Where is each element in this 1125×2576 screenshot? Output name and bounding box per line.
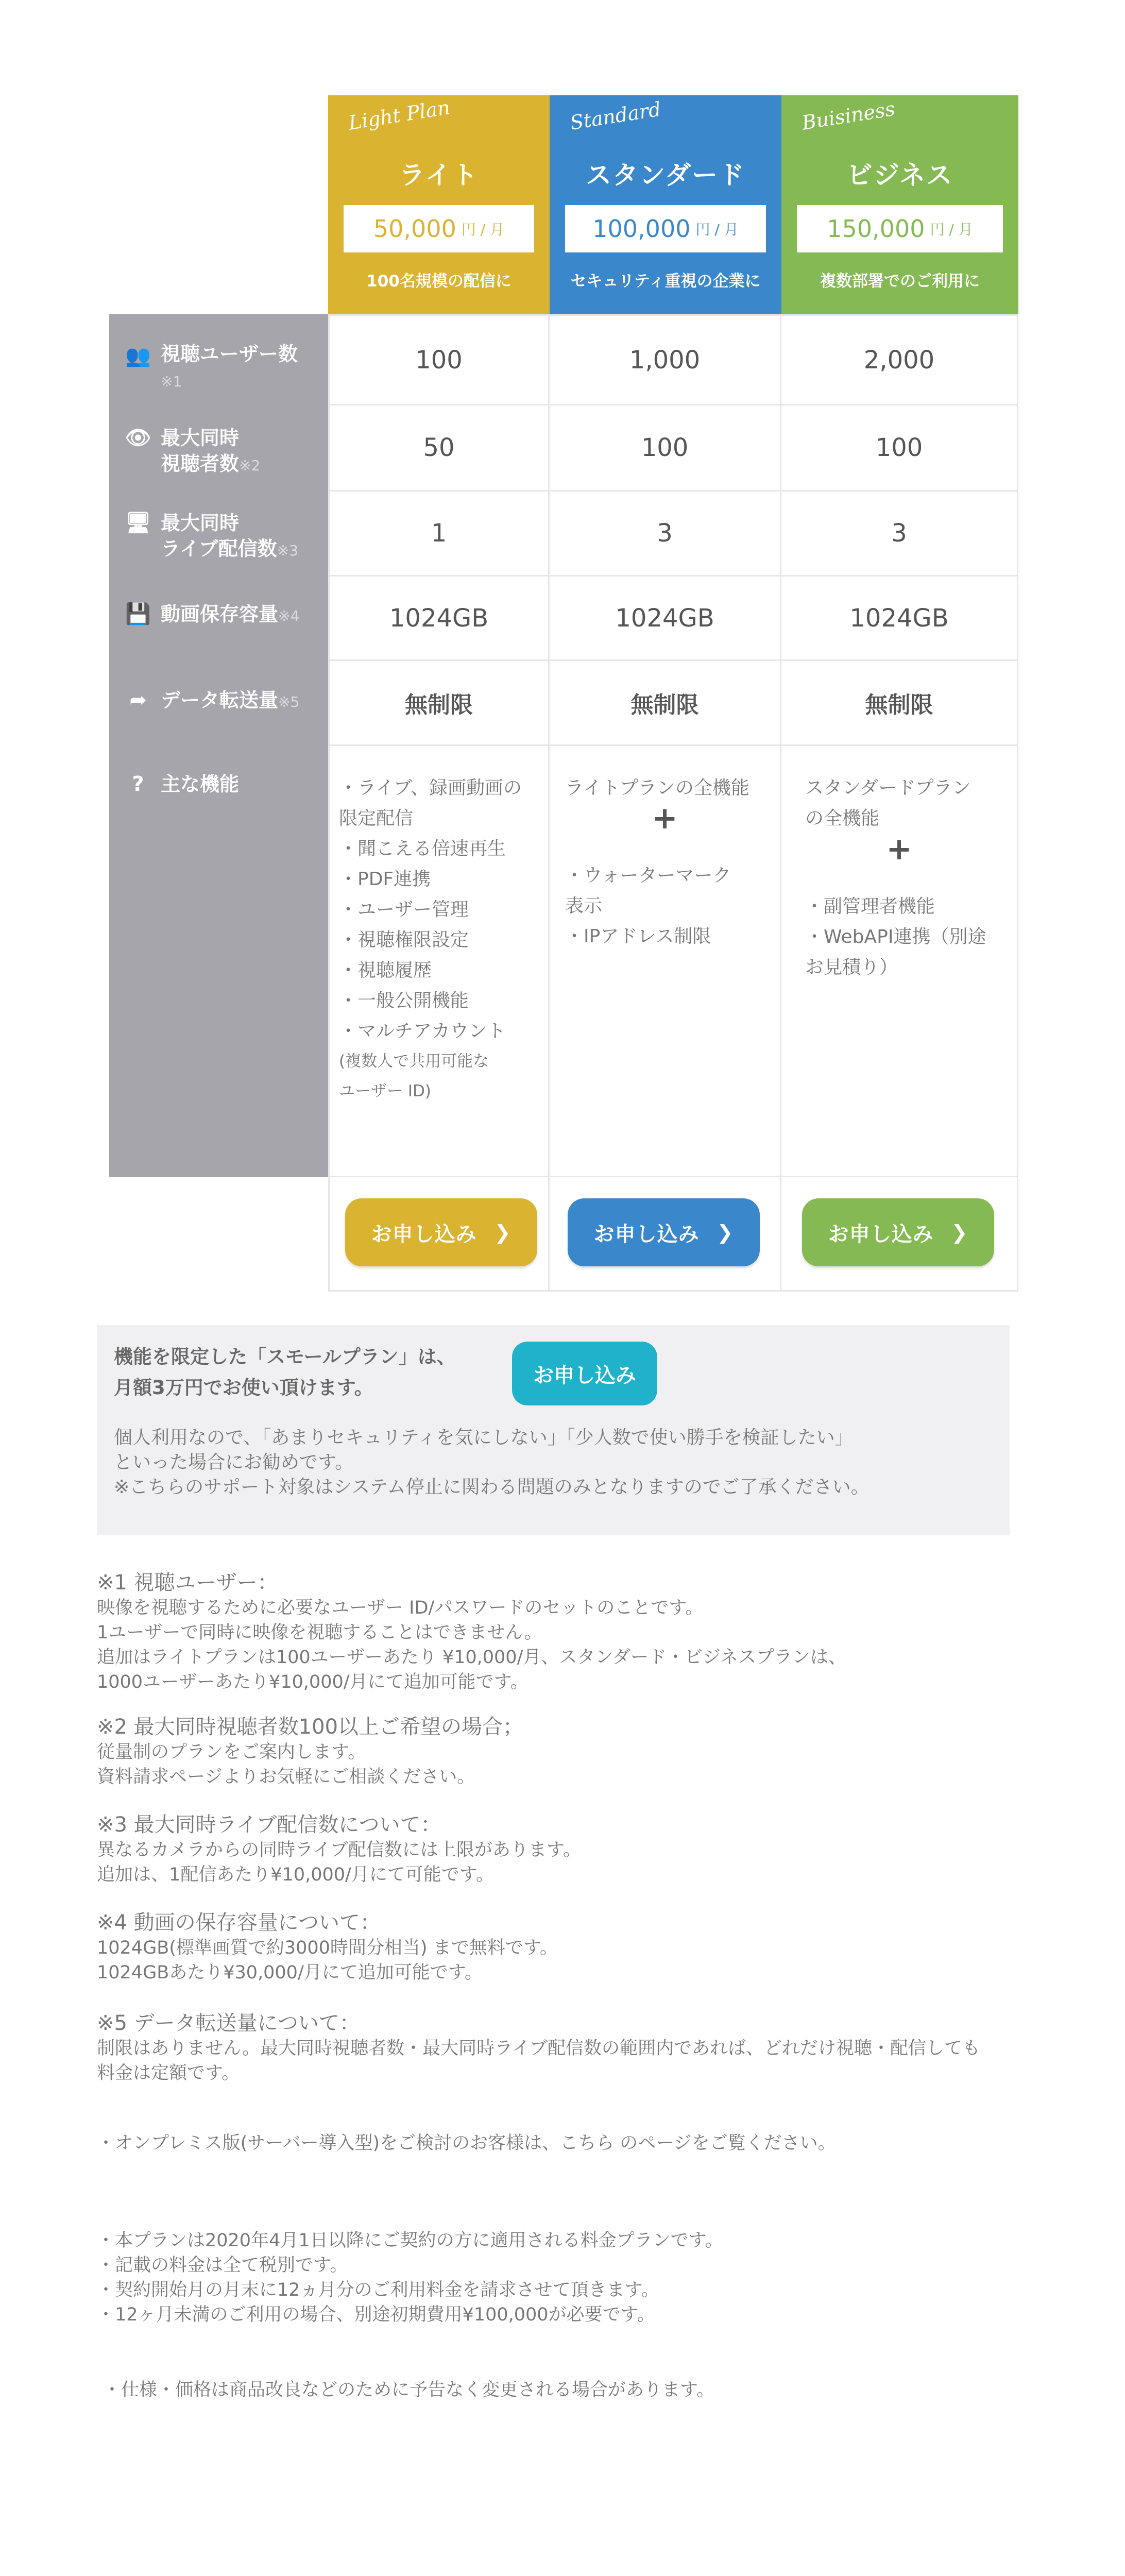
- note-ref: ※2: [239, 457, 261, 474]
- label-text: 視聴者数: [161, 452, 240, 475]
- feature-list-light: [339, 773, 522, 1106]
- label-text: 視聴ユーザー数: [161, 343, 298, 365]
- plan-name-standard: スタンダード: [586, 160, 745, 190]
- feature-item: ・マルチアカウント: [339, 1021, 506, 1042]
- small-plan-apply-button[interactable]: お申し込み: [512, 1342, 657, 1405]
- small-plan-title: [114, 1342, 456, 1403]
- feature-item: ・IPアドレス制限: [565, 926, 711, 947]
- note-4: [97, 1906, 558, 1985]
- cell-business-transfer: 無制限: [780, 659, 1018, 746]
- cell-light-viewers: 50: [328, 404, 550, 492]
- cell-business-live: 3: [780, 490, 1018, 577]
- feature-item: (複数人で共用可能な: [339, 1052, 489, 1071]
- feature-item: 限定配信: [339, 808, 414, 829]
- note-heading: ※1 視聴ユーザー：: [97, 1571, 278, 1595]
- cell-light-users: 100: [328, 314, 550, 405]
- price-value: 150,000: [827, 215, 925, 243]
- plan-script-light: Light Plan: [347, 96, 452, 134]
- feature-list-standard-extra: [565, 860, 731, 952]
- feature-item: スタンダードプラン: [805, 777, 971, 799]
- share-arrow-icon: ➦: [129, 688, 147, 712]
- terms-item: ・本プランは2020年4月1日以降にご契約の方に適用される料金プランです。: [97, 2230, 723, 2251]
- terms-list: [97, 2228, 723, 2327]
- cell-business-features: [780, 744, 1018, 1177]
- plan-header-business: [781, 95, 1018, 314]
- note-heading: ※2 最大同時視聴者数100以上ご希望の場合；: [97, 1715, 524, 1739]
- cell-business-users: 2,000: [780, 314, 1018, 405]
- price-unit: 円 / 月: [930, 221, 973, 238]
- plus-icon: +: [652, 800, 678, 836]
- small-plan-body-line: といった場合にお勧めです。: [114, 1452, 354, 1473]
- eye-icon: 👁: [125, 426, 151, 450]
- feature-item: ・ユーザー管理: [339, 899, 469, 920]
- plan-header-standard: [550, 95, 781, 314]
- cell-standard-users: 1,000: [548, 314, 781, 405]
- label-max-live: [109, 510, 328, 567]
- price-unit: 円 / 月: [695, 221, 739, 238]
- note-ref: ※4: [278, 607, 300, 624]
- label-text: 動画保存容量: [161, 603, 279, 625]
- small-plan-box: [97, 1325, 1010, 1535]
- note-line: 1ユーザーで同時に映像を視聴することはできません。: [97, 1622, 542, 1643]
- note-line: 料金は定額です。: [97, 2063, 240, 2083]
- feature-list-business: [805, 773, 970, 834]
- cell-standard-features: [548, 744, 781, 1177]
- small-plan-title-line: 月額3万円でお使い頂けます。: [114, 1377, 373, 1399]
- label-text: ライブ配信数: [161, 537, 277, 560]
- label-text: データ転送量: [161, 689, 279, 711]
- label-features: [109, 771, 328, 802]
- note-line: 追加はライトプランは100ユーザーあたり ¥10,000/月、スタンダード・ビジネスプランは、: [97, 1647, 846, 1668]
- price-box-business: [797, 205, 1003, 252]
- cell-light-features: [328, 744, 550, 1177]
- cell-light-transfer: 無制限: [328, 659, 550, 746]
- note-1: [97, 1566, 846, 1694]
- chevron-right-icon: ❯: [494, 1221, 512, 1244]
- feature-item: ユーザー ID): [339, 1082, 431, 1100]
- label-storage: [109, 601, 328, 632]
- note-line: 1024GBあたり¥30,000/月にて追加可能です。: [97, 1962, 483, 1983]
- plan-name-business: ビジネス: [846, 160, 953, 190]
- price-value: 100,000: [592, 215, 691, 243]
- small-plan-title-line: 機能を限定した「スモールプラン」は、: [114, 1346, 456, 1368]
- note-3: [97, 1808, 581, 1887]
- button-label: お申し込み: [593, 1222, 700, 1246]
- note-line: 映像を視聴するために必要なユーザー ID/パスワードのセットのことです。: [97, 1598, 704, 1618]
- feature-item: ・視聴権限設定: [339, 929, 469, 951]
- plan-desc-business: 複数部署でのご利用に: [820, 272, 980, 291]
- feature-item: ライトプランの全機能: [565, 777, 749, 799]
- price-value: 50,000: [373, 215, 456, 243]
- feature-item: ・副管理者機能: [805, 896, 935, 917]
- feature-item: ・視聴履歴: [339, 960, 432, 981]
- feature-item: ・ライブ、録画動画の: [339, 777, 522, 799]
- plan-script-standard: Standard: [568, 97, 663, 134]
- question-icon: ?: [132, 772, 144, 796]
- note-line: 資料請求ページよりお気軽にご相談ください。: [97, 1767, 475, 1787]
- note-line: 1024GB(標準画質で約3000時間分相当) まで無料です。: [97, 1938, 558, 1958]
- note-ref: ※3: [277, 542, 299, 559]
- feature-list-standard: [565, 773, 749, 803]
- feature-item: ・一般公開機能: [339, 990, 469, 1011]
- spec-change-note: ・仕様・価格は商品改良などのために予告なく変更される場合があります。: [103, 2380, 715, 2400]
- label-text: 最大同時: [161, 427, 240, 449]
- onpremise-note: ・オンプレミス版(サーバー導入型)をご検討のお客様は、こちら のページをご覧ください。: [97, 2133, 836, 2154]
- feature-item: ・WebAPI連携（別途: [805, 926, 986, 947]
- cell-business-storage: 1024GB: [780, 575, 1018, 661]
- note-heading: ※5 データ転送量について：: [97, 2011, 360, 2035]
- monitor-icon: 🖥: [125, 511, 151, 535]
- label-text: 主な機能: [161, 773, 240, 795]
- storage-icon: 💾: [125, 602, 151, 626]
- button-label: お申し込み: [371, 1222, 477, 1246]
- note-line: 従量制のプランをご案内します。: [97, 1742, 366, 1762]
- label-transfer: [109, 687, 328, 718]
- label-viewer-users: [109, 341, 328, 398]
- terms-item: ・記載の料金は全て税別です。: [97, 2255, 348, 2276]
- cell-light-storage: 1024GB: [328, 575, 550, 661]
- plan-script-business: Buisiness: [800, 97, 897, 134]
- plan-desc-light: 100名規模の配信に: [366, 272, 512, 291]
- note-2: [97, 1710, 523, 1789]
- label-max-viewers: [109, 425, 328, 482]
- apply-button-standard[interactable]: [568, 1198, 760, 1266]
- small-plan-body-line: 個人利用なので、「あまりセキュリティを気にしない」「少人数で使い勝手を検証したい」: [114, 1427, 854, 1448]
- feature-item: お見積り）: [805, 957, 898, 978]
- label-text: 最大同時: [161, 512, 240, 534]
- feature-item: の全機能: [805, 808, 880, 829]
- note-heading: ※3 最大同時ライブ配信数について：: [97, 1813, 441, 1837]
- note-line: 追加は、1配信あたり¥10,000/月にて可能です。: [97, 1865, 494, 1885]
- plan-desc-standard: セキュリティ重視の企業に: [570, 272, 761, 291]
- note-line: 1000ユーザーあたり¥10,000/月にて追加可能です。: [97, 1672, 529, 1692]
- plan-name-light: ライト: [399, 160, 479, 190]
- small-plan-description: [114, 1426, 870, 1500]
- small-plan-body-line: ※こちらのサポート対象はシステム停止に関わる問題のみとなりますのでご了承ください。: [114, 1477, 870, 1498]
- feature-item: ・聞こえる倍速再生: [339, 838, 506, 859]
- note-5: [97, 2007, 980, 2086]
- apply-button-business[interactable]: [802, 1198, 994, 1266]
- plan-header-light: [328, 95, 550, 314]
- plus-icon: +: [886, 831, 912, 867]
- cell-standard-viewers: 100: [548, 404, 781, 492]
- feature-item: 表示: [565, 895, 603, 917]
- chevron-right-icon: ❯: [951, 1221, 968, 1244]
- price-box-light: [344, 205, 534, 252]
- terms-item: ・12ヶ月未満のご利用の場合、別途初期費用¥100,000が必要です。: [97, 2304, 655, 2325]
- note-line: 異なるカメラからの同時ライブ配信数には上限があります。: [97, 1840, 582, 1860]
- cell-business-viewers: 100: [780, 404, 1018, 492]
- chevron-right-icon: ❯: [717, 1221, 734, 1244]
- button-label: お申し込み: [828, 1222, 934, 1246]
- note-line: 制限はありません。最大同時視聴者数・最大同時ライブ配信数の範囲内であれば、どれだけ視聴・配信しても: [97, 2038, 981, 2059]
- feature-item: ・PDF連携: [339, 869, 431, 890]
- terms-item: ・契約開始月の月末に12ヵ月分のご利用料金を請求させて頂きます。: [97, 2280, 659, 2300]
- note-heading: ※4 動画の保存容量について：: [97, 1911, 381, 1935]
- cell-standard-storage: 1024GB: [548, 575, 781, 661]
- cell-standard-live: 3: [548, 490, 781, 577]
- note-ref: ※1: [161, 373, 182, 390]
- feature-item: ・ウォーターマーク: [565, 865, 731, 886]
- apply-button-light[interactable]: [345, 1198, 537, 1266]
- cell-light-live: 1: [328, 490, 550, 577]
- users-icon: 👥: [125, 344, 151, 368]
- price-box-standard: [565, 205, 766, 252]
- note-ref: ※5: [278, 693, 300, 710]
- feature-list-business-extra: [805, 891, 986, 982]
- cell-standard-transfer: 無制限: [548, 659, 781, 746]
- price-unit: 円 / 月: [461, 221, 505, 238]
